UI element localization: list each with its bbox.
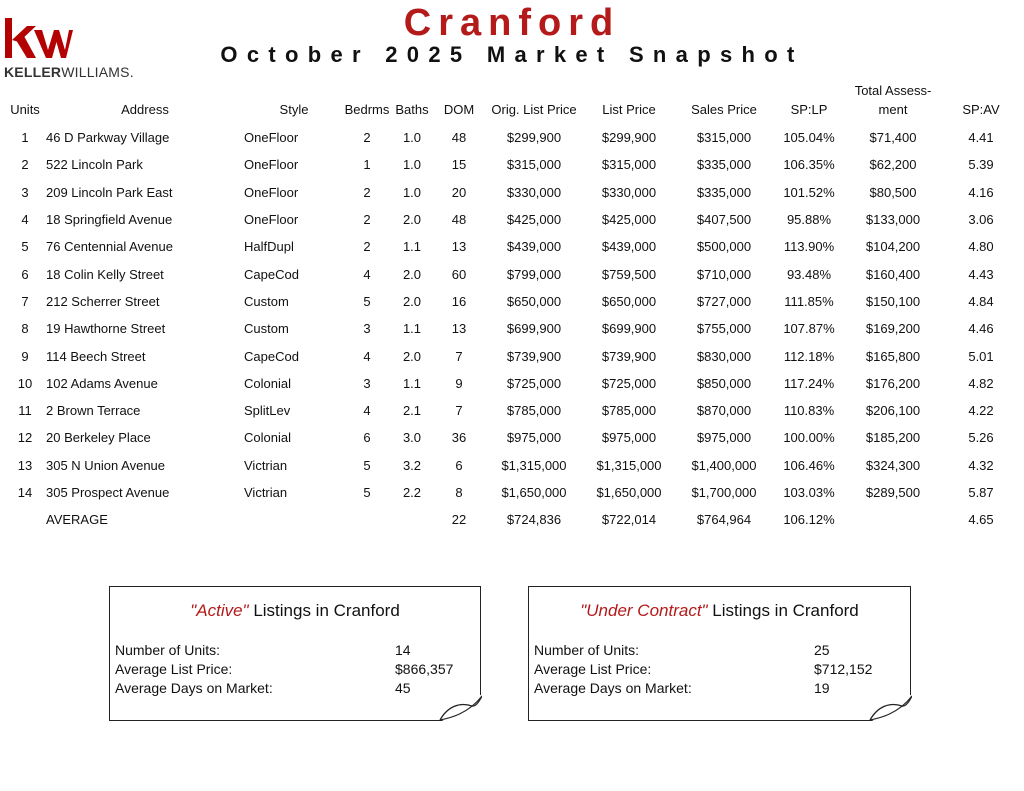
sp-lp-cell: 93.48% [786, 266, 832, 282]
table-row [4, 124, 1020, 151]
assessment-cell: $160,400 [865, 266, 921, 282]
orig-list-price-cell: $739,900 [506, 348, 562, 364]
table-row [4, 260, 1020, 287]
baths-cell: 1.0 [402, 157, 422, 173]
orig-list-price-cell: $1,315,000 [501, 457, 567, 473]
assessment-cell: $169,200 [865, 321, 921, 337]
assessment-cell: $206,100 [865, 403, 921, 419]
dom-cell: 8 [455, 485, 463, 500]
style-cell: OneFloor [244, 212, 299, 228]
col-header-units: Units [10, 102, 40, 117]
unit-cell: 14 [17, 485, 33, 500]
col-header-sales-price: Sales Price [691, 102, 757, 117]
list-price-cell: $1,315,000 [596, 457, 662, 473]
sp-lp-cell: 101.52% [783, 184, 835, 200]
list-price-cell: $299,900 [601, 130, 657, 146]
sales-price-cell: $975,000 [696, 430, 752, 446]
col-header-style: Style [279, 102, 309, 117]
contract-units-label: Number of Units: [534, 642, 640, 658]
sales-price-cell: $500,000 [696, 239, 752, 255]
dom-cell: 60 [451, 266, 467, 282]
logo-wordmark: KELLERWILLIAMS. [4, 64, 134, 80]
assessment-cell: $104,200 [865, 239, 921, 255]
assessment-cell: $133,000 [865, 212, 921, 228]
table-row [4, 315, 1020, 342]
table-row [4, 424, 1020, 451]
table-row [4, 288, 1020, 315]
style-cell: OneFloor [244, 184, 299, 200]
dom-cell: 48 [451, 130, 467, 146]
dom-cell: 13 [451, 321, 467, 337]
average-label: AVERAGE [46, 512, 108, 528]
contract-price-value: $712,152 [814, 661, 873, 677]
table-row [4, 479, 1020, 506]
active-units-value: 14 [395, 642, 411, 658]
active-listings-title: "Active" Listings in Cranford [190, 601, 400, 620]
unit-cell: 7 [21, 293, 29, 309]
style-cell: Colonial [244, 375, 291, 391]
list-price-cell: $315,000 [601, 157, 657, 173]
sp-lp-cell: 103.03% [783, 485, 835, 500]
style-cell: OneFloor [244, 130, 299, 146]
table-row [4, 151, 1020, 178]
bedrooms-cell: 4 [363, 403, 371, 419]
sp-av-cell: 4.32 [968, 457, 994, 473]
style-cell: Colonial [244, 430, 291, 446]
dom-cell: 48 [451, 212, 467, 228]
style-cell: OneFloor [244, 157, 299, 173]
unit-cell: 11 [18, 403, 32, 419]
average-sales-price: $764,964 [696, 512, 752, 528]
bedrooms-cell: 3 [363, 321, 371, 337]
list-price-cell: $739,900 [601, 348, 657, 364]
under-contract-listings-title: "Under Contract" Listings in Cranford [580, 601, 859, 620]
bedrooms-cell: 4 [363, 266, 371, 282]
unit-cell: 10 [17, 375, 33, 391]
active-dom-label: Average Days on Market: [115, 680, 273, 696]
active-price-label: Average List Price: [115, 661, 233, 677]
baths-cell: 1.1 [402, 321, 422, 337]
baths-cell: 2.1 [402, 403, 422, 419]
address-cell: 114 Beech Street [46, 348, 146, 364]
bedrooms-cell: 2 [363, 130, 371, 146]
table-row [4, 206, 1020, 233]
list-price-cell: $699,900 [601, 321, 657, 337]
dom-cell: 36 [451, 430, 467, 446]
orig-list-price-cell: $725,000 [506, 375, 562, 391]
sp-av-cell: 4.82 [968, 375, 994, 391]
orig-list-price-cell: $330,000 [506, 184, 562, 200]
col-header-sp-av: SP:AV [962, 102, 1000, 117]
sp-lp-cell: 95.88% [786, 212, 832, 228]
assessment-cell: $324,300 [865, 457, 921, 473]
unit-cell: 1 [21, 130, 29, 146]
contract-dom-value: 19 [814, 680, 830, 696]
sp-lp-cell: 111.85% [784, 293, 834, 309]
style-cell: CapeCod [244, 266, 299, 282]
baths-cell: 2.0 [402, 266, 422, 282]
unit-cell: 12 [17, 430, 33, 446]
dom-cell: 9 [455, 375, 463, 391]
unit-cell: 5 [21, 239, 29, 255]
sales-price-cell: $870,000 [696, 403, 752, 419]
bedrooms-cell: 2 [363, 239, 371, 255]
baths-cell: 1.0 [402, 130, 422, 146]
market-snapshot-table [4, 81, 1020, 533]
col-header-total-assessment: Total Assess-ment [854, 83, 932, 117]
unit-cell: 13 [17, 457, 33, 473]
bedrooms-cell: 2 [363, 184, 371, 200]
style-cell: CapeCod [244, 348, 299, 364]
sales-price-cell: $710,000 [696, 266, 752, 282]
sales-price-cell: $1,400,000 [691, 457, 757, 473]
sales-price-cell: $727,000 [696, 293, 752, 309]
orig-list-price-cell: $425,000 [506, 212, 562, 228]
assessment-cell: $80,500 [869, 184, 917, 200]
sp-av-cell: 5.39 [968, 157, 994, 173]
list-price-cell: $439,000 [601, 239, 657, 255]
address-cell: 209 Lincoln Park East [46, 184, 173, 200]
style-cell: SplitLev [244, 403, 291, 419]
contract-price-label: Average List Price: [534, 661, 652, 677]
sales-price-cell: $830,000 [696, 348, 752, 364]
sp-av-cell: 3.06 [968, 212, 994, 228]
orig-list-price-cell: $650,000 [506, 293, 562, 309]
sp-av-cell: 4.41 [968, 130, 994, 146]
table-row [4, 342, 1020, 369]
address-cell: 522 Lincoln Park [46, 157, 143, 173]
sales-price-cell: $1,700,000 [691, 485, 757, 500]
style-cell: Custom [244, 293, 289, 309]
unit-cell: 6 [21, 266, 29, 282]
unit-cell: 3 [21, 184, 29, 200]
col-header-orig-list-price: Orig. List Price [491, 102, 577, 117]
under-contract-listings-box [528, 586, 911, 721]
sp-lp-cell: 107.87% [783, 321, 835, 337]
page-curl-icon [868, 694, 912, 722]
sales-price-cell: $755,000 [696, 321, 752, 337]
baths-cell: 1.1 [402, 375, 422, 391]
table-header-row [4, 81, 1020, 124]
col-header-sp-lp: SP:LP [790, 102, 828, 117]
assessment-cell: $176,200 [865, 375, 921, 391]
address-cell: 46 D Parkway Village [46, 130, 170, 146]
address-cell: 212 Scherrer Street [46, 293, 160, 309]
sp-lp-cell: 110.83% [783, 403, 835, 419]
orig-list-price-cell: $975,000 [506, 430, 562, 446]
orig-list-price-cell: $799,000 [506, 266, 562, 282]
baths-cell: 3.0 [402, 430, 422, 446]
col-header-baths: Baths [395, 102, 429, 117]
address-cell: 305 Prospect Avenue [46, 485, 170, 500]
baths-cell: 1.1 [402, 239, 422, 255]
assessment-cell: $150,100 [865, 293, 921, 309]
bedrooms-cell: 4 [363, 348, 371, 364]
sp-lp-cell: 106.46% [783, 457, 835, 473]
list-price-cell: $330,000 [601, 184, 657, 200]
address-cell: 2 Brown Terrace [46, 403, 141, 419]
style-cell: Custom [244, 321, 289, 337]
sp-av-cell: 4.46 [968, 321, 994, 337]
list-price-cell: $1,650,000 [596, 485, 662, 500]
orig-list-price-cell: $315,000 [506, 157, 562, 173]
average-sp-av: 4.65 [968, 512, 994, 528]
address-cell: 20 Berkeley Place [46, 430, 151, 446]
table-row [4, 233, 1020, 260]
address-cell: 18 Springfield Avenue [46, 212, 173, 228]
bedrooms-cell: 2 [363, 212, 371, 228]
page-title: Cranford [403, 2, 621, 44]
dom-cell: 13 [451, 239, 467, 255]
assessment-cell: $289,500 [865, 485, 921, 500]
table-row [4, 179, 1020, 206]
baths-cell: 3.2 [402, 457, 422, 473]
style-cell: Victrian [244, 485, 288, 500]
address-cell: 18 Colin Kelly Street [46, 266, 164, 282]
dom-cell: 6 [455, 457, 463, 473]
sales-price-cell: $407,500 [696, 212, 752, 228]
orig-list-price-cell: $699,900 [506, 321, 562, 337]
sp-av-cell: 4.80 [968, 239, 994, 255]
col-header-list-price: List Price [602, 102, 656, 117]
table-row [4, 370, 1020, 397]
assessment-cell: $165,800 [865, 348, 921, 364]
orig-list-price-cell: $785,000 [506, 403, 562, 419]
bedrooms-cell: 5 [363, 457, 371, 473]
baths-cell: 2.0 [402, 212, 422, 228]
page-subtitle: October 2025 Market Snapshot [220, 42, 804, 67]
address-cell: 19 Hawthorne Street [46, 321, 166, 337]
dom-cell: 20 [451, 184, 467, 200]
sales-price-cell: $335,000 [696, 184, 752, 200]
average-list-price: $722,014 [601, 512, 657, 528]
active-listings-box [109, 586, 481, 721]
sp-lp-cell: 112.18% [783, 348, 835, 364]
baths-cell: 2.0 [402, 293, 422, 309]
col-header-address: Address [121, 102, 169, 117]
unit-cell: 4 [21, 212, 29, 228]
dom-cell: 15 [451, 157, 467, 173]
baths-cell: 2.0 [402, 348, 422, 364]
sp-av-cell: 4.84 [968, 293, 994, 309]
orig-list-price-cell: $439,000 [506, 239, 562, 255]
sp-lp-cell: 117.24% [783, 375, 835, 391]
sp-lp-cell: 100.00% [783, 430, 835, 446]
contract-units-value: 25 [814, 642, 830, 658]
dom-cell: 16 [451, 293, 467, 309]
sales-price-cell: $315,000 [696, 130, 752, 146]
average-sp-lp: 106.12% [783, 512, 835, 528]
dom-cell: 7 [455, 403, 463, 419]
address-cell: 305 N Union Avenue [46, 457, 166, 473]
assessment-cell: $71,400 [869, 130, 917, 146]
sp-av-cell: 4.16 [968, 184, 994, 200]
average-orig-list-price: $724,836 [506, 512, 562, 528]
baths-cell: 1.0 [402, 184, 422, 200]
table-row [4, 397, 1020, 424]
sp-lp-cell: 106.35% [783, 157, 835, 173]
list-price-cell: $425,000 [601, 212, 657, 228]
assessment-cell: $185,200 [865, 430, 921, 446]
active-units-label: Number of Units: [115, 642, 221, 658]
dom-cell: 7 [455, 348, 463, 364]
bedrooms-cell: 5 [363, 485, 371, 500]
average-row [4, 506, 1020, 533]
unit-cell: 2 [21, 157, 29, 173]
bedrooms-cell: 5 [363, 293, 371, 309]
orig-list-price-cell: $299,900 [506, 130, 562, 146]
style-cell: Victrian [244, 457, 288, 473]
unit-cell: 8 [21, 321, 29, 337]
sp-av-cell: 4.43 [968, 266, 994, 282]
assessment-cell: $62,200 [869, 157, 917, 173]
contract-dom-label: Average Days on Market: [534, 680, 692, 696]
list-price-cell: $975,000 [601, 430, 657, 446]
sales-price-cell: $850,000 [696, 375, 752, 391]
baths-cell: 2.2 [402, 485, 422, 500]
sp-av-cell: 5.87 [968, 485, 994, 500]
list-price-cell: $725,000 [601, 375, 657, 391]
address-cell: 76 Centennial Avenue [46, 239, 173, 255]
page-curl-icon [438, 694, 482, 722]
average-dom: 22 [451, 512, 467, 528]
sp-av-cell: 5.01 [968, 348, 994, 364]
active-dom-value: 45 [395, 680, 411, 696]
bedrooms-cell: 3 [363, 375, 371, 391]
address-cell: 102 Adams Avenue [46, 375, 158, 391]
sp-lp-cell: 113.90% [783, 239, 835, 255]
col-header-bedrms: Bedrms [344, 102, 390, 117]
sp-av-cell: 5.26 [968, 430, 994, 446]
table-row [4, 452, 1020, 479]
style-cell: HalfDupl [244, 239, 294, 255]
active-price-value: $866,357 [395, 661, 454, 677]
sales-price-cell: $335,000 [696, 157, 752, 173]
sp-av-cell: 4.22 [968, 403, 994, 419]
sp-lp-cell: 105.04% [783, 130, 835, 146]
list-price-cell: $785,000 [601, 403, 657, 419]
orig-list-price-cell: $1,650,000 [501, 485, 567, 500]
list-price-cell: $650,000 [601, 293, 657, 309]
bedrooms-cell: 6 [363, 430, 371, 446]
bedrooms-cell: 1 [363, 157, 371, 173]
unit-cell: 9 [21, 348, 29, 364]
col-header-dom: DOM [443, 102, 475, 117]
list-price-cell: $759,500 [601, 266, 657, 282]
